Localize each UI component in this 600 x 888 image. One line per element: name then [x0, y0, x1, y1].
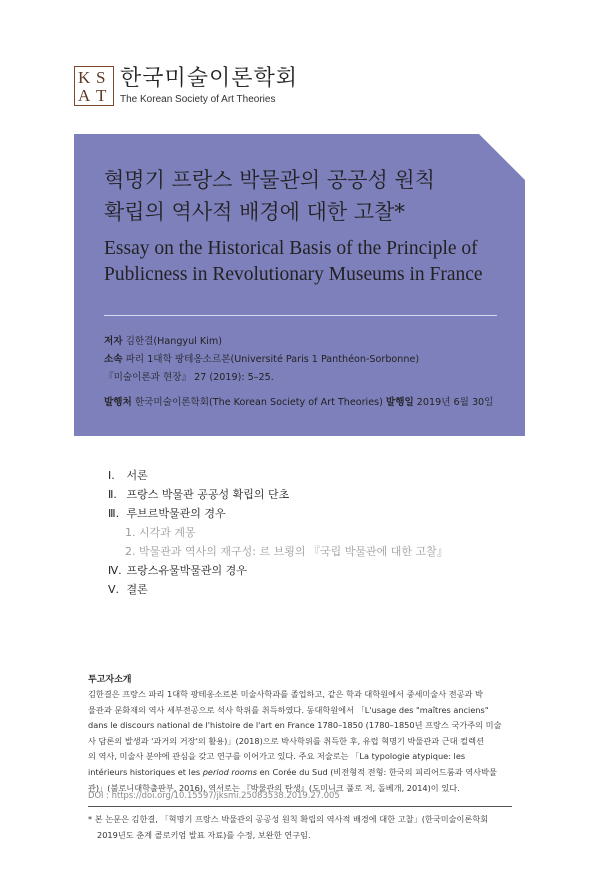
- author-name: 김한결(Hangyul Kim): [125, 336, 222, 347]
- publisher-label: 발행처: [104, 397, 132, 408]
- logo-letter-a: A: [78, 86, 91, 105]
- logo-text: [120, 67, 298, 105]
- author-bio-heading: 투고자소개: [88, 675, 132, 685]
- toc-item: Ⅳ. 프랑스유물박물관의 경우: [108, 564, 247, 577]
- footnote-divider: [88, 806, 512, 807]
- author-bio: [88, 687, 512, 796]
- society-name-en: The Korean Society of Art Theories: [120, 94, 276, 105]
- affiliation-name: 파리 1대학 팡테옹소르본(Université Paris 1 Panthéon-Sorbonne): [125, 354, 420, 365]
- logo-letter-k: K: [78, 68, 91, 87]
- affiliation-row: [104, 351, 493, 369]
- table-of-contents: [108, 466, 448, 599]
- bio-line: 물관과 문화재의 역사 세부전공으로 석사 학위를 취득하였다. 동대학원에서 「L'usage des "maîtres anciens": [88, 704, 489, 715]
- bio-line: intérieurs historiques et les period rooms en Corée du Sud (비전형적 전형: 한국의 피리어드룸과 역사박물: [88, 766, 497, 777]
- author-row: [104, 333, 493, 351]
- title-en-line1: Essay on the Historical Basis of the Principle of: [104, 238, 478, 259]
- bio-line: 사 담론의 발생과 '과거의 거장'의 활용)」(2018)으로 박사학위를 취득한 후, 유럽 혁명기 박물관과 근대 컬렉션: [88, 735, 484, 746]
- society-name-ko: 한국미술이론학회: [120, 66, 299, 91]
- bio-line: 의 역사, 미술사 분야에 관심을 갖고 연구를 이어가고 있다. 주요 저술로는 「La typologie atypique: les: [88, 751, 466, 762]
- toc-item: Ⅴ. 결론: [108, 583, 148, 596]
- publisher-name: 한국미술이론학회(The Korean Society of Art Theories): [134, 397, 383, 408]
- footnote: [88, 812, 512, 843]
- title-ko-line1: 혁명기 프랑스 박물관의 공공성 원칙: [104, 168, 435, 192]
- date-label: 발행일: [385, 397, 414, 408]
- ksat-logo-mark: [74, 66, 114, 106]
- bio-line: 관)」(불로니대학출판부, 2016), 역서로는 『박물관의 탄생』(도미니크 풀로 저, 돌베개, 2014)이 있다.: [88, 782, 460, 793]
- toc-subitem: 1. 시각과 계몽: [125, 526, 196, 539]
- bio-line: 김한결은 프랑스 파리 1대학 팡테옹소르본 미술사학과를 졸업하고, 같은 학과 대학원에서 중세미술사 전공과 박: [88, 689, 483, 699]
- title-en-line2: Publicness in Revolutionary Museums in France: [104, 264, 483, 285]
- bio-line: dans le discours national de l'histoire de l'art en France 1780–1850 (1780–1850년 프랑스 국가주의 미술: [88, 720, 502, 731]
- citation: 『미술이론과 현장』 27 (2019): 5–25.: [104, 372, 274, 383]
- title-panel: [74, 134, 525, 436]
- author-label: 저자: [104, 336, 123, 347]
- title-korean: [104, 164, 504, 228]
- article-meta: [104, 333, 493, 412]
- publisher-row: [104, 394, 493, 412]
- toc-item: Ⅱ. 프랑스 박물관 공공성 확립의 단초: [108, 488, 290, 501]
- toc-item: Ⅰ. 서론: [108, 469, 148, 482]
- title-english: [104, 236, 514, 288]
- publish-date: 2019년 6월 30일: [416, 397, 494, 408]
- panel-divider: [104, 315, 497, 316]
- footnote-line: 2019년도 춘계 콜로키엄 발표 자료)를 수정, 보완한 연구임.: [97, 829, 311, 840]
- logo-letter-t: T: [96, 86, 107, 105]
- affiliation-label: 소속: [104, 354, 123, 365]
- toc-subitem: 2. 박물관과 역사의 재구성: 르 브룅의 『국립 박물관에 대한 고찰』: [125, 545, 448, 558]
- society-logo: [74, 66, 298, 106]
- footnote-line: * 본 논문은 김한결, 「혁명기 프랑스 박물관의 공공성 원칙 확립의 역사적 배경에 대한 고찰」(한국미술이론학회: [88, 814, 489, 824]
- title-ko-line2: 확립의 역사적 배경에 대한 고찰*: [104, 200, 405, 224]
- toc-item: Ⅲ. 루브르박물관의 경우: [108, 507, 226, 520]
- logo-letter-s: S: [96, 68, 106, 87]
- doi-link[interactable]: DOI : https://doi.org/10.15597/jksmi.25083538.2019.27.005: [88, 790, 340, 800]
